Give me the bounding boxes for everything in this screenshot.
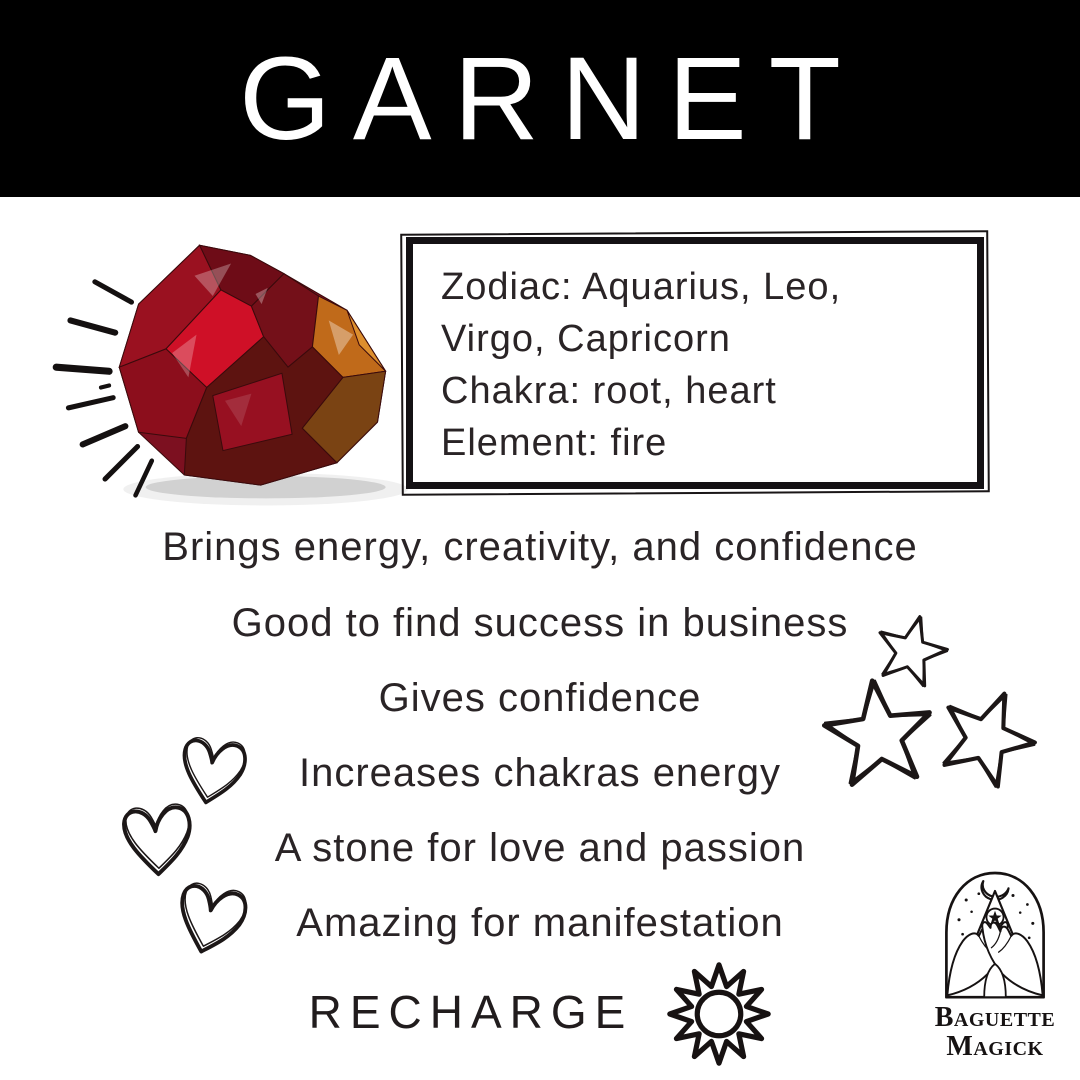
garnet-crystal-illustration — [42, 233, 408, 513]
property-line: Good to find success in business — [231, 601, 849, 645]
property-line: Increases chakras energy — [298, 751, 781, 795]
info-line-zodiac-cont: Virgo, Capricorn — [441, 318, 731, 360]
property-line: Amazing for manifestation — [296, 901, 784, 945]
info-line-element: Element: fire — [441, 422, 668, 464]
sun-icon — [667, 962, 771, 1066]
heart-icon — [157, 864, 261, 971]
info-line-chakra: Chakra: root, heart — [441, 370, 777, 412]
info-box — [406, 237, 984, 489]
brand-name-line1: Baguette — [934, 1002, 1056, 1033]
info-line-zodiac: Zodiac: Aquarius, Leo, — [441, 266, 842, 308]
hands-moon-emblem-icon — [932, 860, 1058, 1003]
brand-logo — [922, 860, 1068, 1061]
star-icon — [813, 671, 944, 801]
property-line: Gives confidence — [378, 676, 702, 720]
brand-name-line2: Magick — [946, 1031, 1044, 1062]
garnet-crystal-photo — [42, 233, 408, 515]
title-banner — [0, 0, 1080, 197]
recharge-row — [0, 958, 1080, 1070]
property-line: A stone for love and passion — [274, 826, 806, 870]
page-title: GARNET — [239, 32, 863, 165]
property-line: Brings energy, creativity, and confidence — [162, 525, 918, 569]
recharge-label: RECHARGE — [308, 986, 634, 1038]
